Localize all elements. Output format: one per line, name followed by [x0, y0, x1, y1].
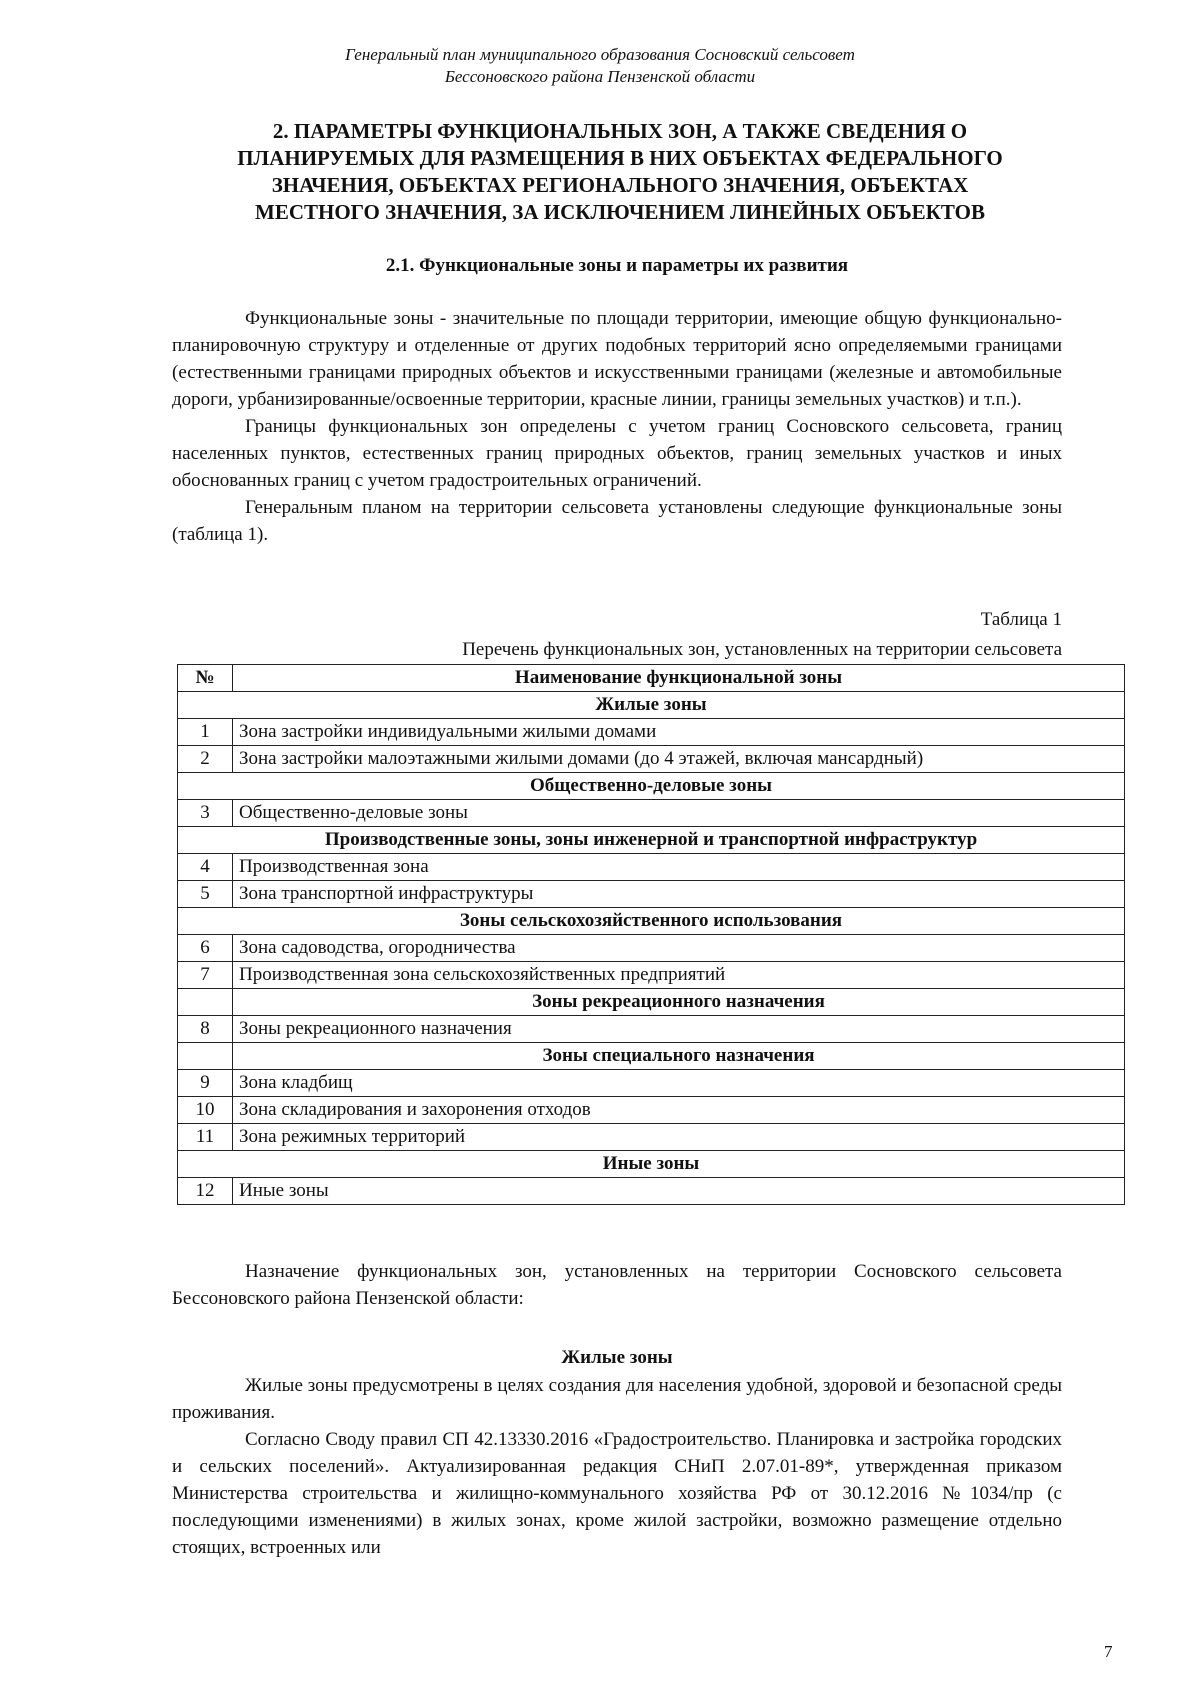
row-zone-name: Зона застройки малоэтажными жилыми домами (до 4 этажей, включая мансардный) [233, 746, 1125, 773]
chapter-title-line-3: ЗНАЧЕНИЯ, ОБЪЕКТАХ РЕГИОНАЛЬНОГО ЗНАЧЕНИЯ, ОБЪЕКТАХ [271, 173, 969, 197]
table-row [178, 935, 1125, 962]
table-row [178, 1124, 1125, 1151]
row-zone-name: Зона режимных территорий [233, 1124, 1125, 1151]
group-other: Иные зоны [178, 1151, 1125, 1178]
table-group-row [178, 908, 1125, 935]
table-row [178, 962, 1125, 989]
paragraph-definition: Функциональные зоны - значительные по площади территории, имеющие общую функционально-планировочную структуру и отделенные от других подобных территорий ясно определяемыми границами (естественными границами природных объектов и искусственными границами (железные и автомобильные дороги, урбанизированные/освоенные территории, красные линии, границы земельных участков) и т.п.). [172, 308, 1062, 410]
table-header-row [178, 665, 1125, 692]
col-number-header: № [178, 665, 233, 692]
table-row [178, 746, 1125, 773]
row-number: 6 [178, 935, 233, 962]
table-group-row [178, 692, 1125, 719]
row-zone-name: Зона транспортной инфраструктуры [233, 881, 1125, 908]
header-line-2: Бессоновского района Пензенской области [444, 67, 756, 86]
row-number: 7 [178, 962, 233, 989]
header-line-1: Генеральный план муниципального образования Сосновский сельсовет [345, 45, 855, 64]
row-number: 11 [178, 1124, 233, 1151]
table-group-row [178, 827, 1125, 854]
table-group-row [178, 989, 1125, 1016]
group-empty-cell [178, 1043, 233, 1070]
group-recreational: Зоны рекреационного назначения [233, 989, 1125, 1016]
paragraph-established-zones: Генеральным планом на территории сельсовета установлены следующие функциональные зоны (таблица 1). [172, 497, 1062, 545]
running-header [0, 44, 1200, 88]
row-zone-name: Зона застройки индивидуальными жилыми домами [233, 719, 1125, 746]
chapter-title-line-2: ПЛАНИРУЕМЫХ ДЛЯ РАЗМЕЩЕНИЯ В НИХ ОБЪЕКТАХ ФЕДЕРАЛЬНОГО [237, 146, 1003, 170]
chapter-title-line-4: МЕСТНОГО ЗНАЧЕНИЯ, ЗА ИСКЛЮЧЕНИЕМ ЛИНЕЙНЫХ ОБЪЕКТОВ [255, 200, 985, 224]
row-zone-name: Зона кладбищ [233, 1070, 1125, 1097]
after-table-text [172, 1258, 1062, 1312]
row-number: 1 [178, 719, 233, 746]
paragraph-regulations: Согласно Своду правил СП 42.13330.2016 «Градостроительство. Планировка и застройка городских и сельских поселений». Актуализированная редакция СНиП 2.07.01-89*, утвержденная приказом Министерства строительства и жилищно-коммунального хозяйства РФ от 30.12.2016 №1034/пр (с последующими изменениями) в жилых зонах, кроме жилой застройки, возможно размещение отдельно стоящих, встроенных или [172, 1429, 1062, 1558]
row-zone-name: Зоны рекреационного назначения [233, 1016, 1125, 1043]
chapter-title [190, 118, 1050, 226]
table-row [178, 1016, 1125, 1043]
group-agricultural: Зоны сельскохозяйственного использования [178, 908, 1125, 935]
row-zone-name: Производственная зона [233, 854, 1125, 881]
table-number: Таблица 1 [980, 609, 1062, 630]
row-zone-name: Производственная зона сельскохозяйственных предприятий [233, 962, 1125, 989]
row-number: 10 [178, 1097, 233, 1124]
table-row [178, 1178, 1125, 1205]
chapter-title-line-1: 2. ПАРАМЕТРЫ ФУНКЦИОНАЛЬНЫХ ЗОН, А ТАКЖЕ СВЕДЕНИЯ О [272, 119, 968, 143]
row-zone-name: Иные зоны [233, 1178, 1125, 1205]
group-residential: Жилые зоны [178, 692, 1125, 719]
group-public-business: Общественно-деловые зоны [178, 773, 1125, 800]
table-row [178, 881, 1125, 908]
group-special: Зоны специального назначения [233, 1043, 1125, 1070]
table-row [178, 1070, 1125, 1097]
row-zone-name: Зона складирования и захоронения отходов [233, 1097, 1125, 1124]
row-zone-name: Общественно-деловые зоны [233, 800, 1125, 827]
row-number: 3 [178, 800, 233, 827]
residential-text [172, 1372, 1062, 1561]
paragraph-residential-purpose: Жилые зоны предусмотрены в целях создания для населения удобной, здоровой и безопасной среды проживания. [172, 1375, 1062, 1423]
table-row [178, 854, 1125, 881]
group-industrial: Производственные зоны, зоны инженерной и транспортной инфраструктур [178, 827, 1125, 854]
row-number: 4 [178, 854, 233, 881]
paragraph-boundaries: Границы функциональных зон определены с учетом границ Сосновского сельсовета, границ населенных пунктов, естественных границ природных объектов, границ земельных участков и иных обоснованных границ с учетом градостроительных ограничений. [172, 416, 1062, 491]
col-name-header: Наименование функциональной зоны [233, 665, 1125, 692]
table-row [178, 800, 1125, 827]
table-group-row [178, 1043, 1125, 1070]
table-row [178, 1097, 1125, 1124]
section-subtitle: 2.1. Функциональные зоны и параметры их развития [385, 255, 849, 276]
residential-zones-heading: Жилые зоны [561, 1347, 673, 1368]
row-number: 8 [178, 1016, 233, 1043]
table-caption: Перечень функциональных зон, установленных на территории сельсовета [462, 639, 1062, 660]
table-group-row [178, 1151, 1125, 1178]
table-group-row [178, 773, 1125, 800]
group-empty-cell [178, 989, 233, 1016]
row-zone-name: Зона садоводства, огородничества [233, 935, 1125, 962]
row-number: 2 [178, 746, 233, 773]
zones-table [177, 664, 1125, 1205]
row-number: 9 [178, 1070, 233, 1097]
row-number: 5 [178, 881, 233, 908]
page-number: 7 [1104, 1642, 1113, 1661]
table-row [178, 719, 1125, 746]
paragraph-zone-purpose: Назначение функциональных зон, установленных на территории Сосновского сельсовета Бессоновского района Пензенской области: [172, 1261, 1062, 1309]
row-number: 12 [178, 1178, 233, 1205]
intro-text [172, 305, 1062, 548]
